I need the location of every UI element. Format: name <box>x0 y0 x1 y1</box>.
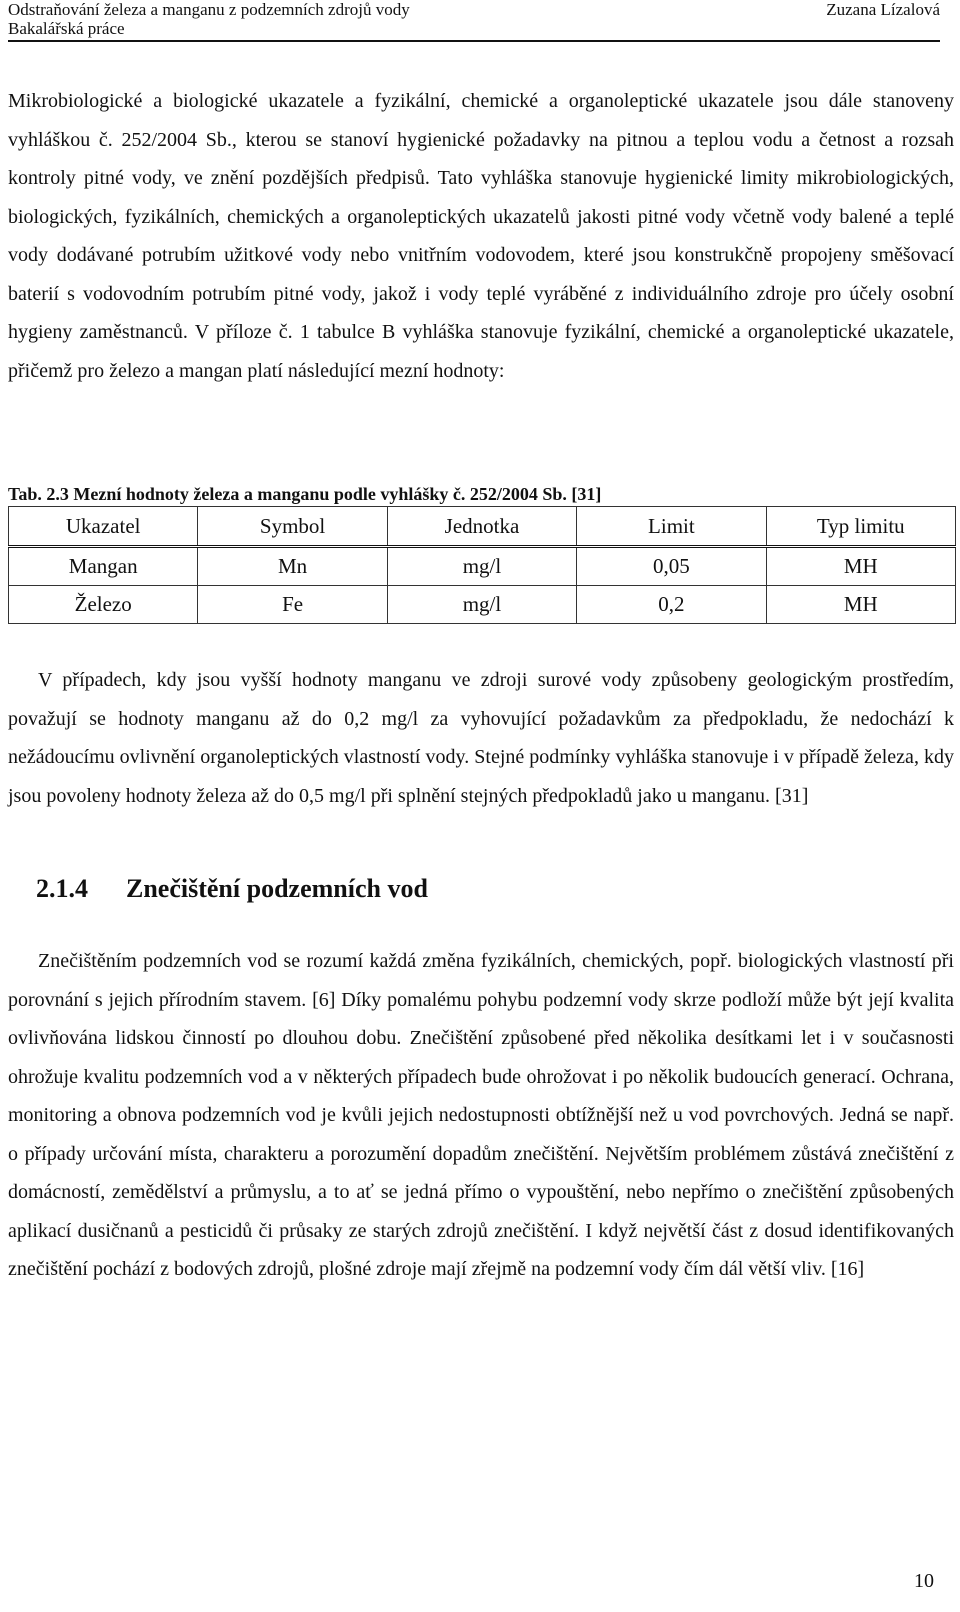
section-number: 2.1.4 <box>36 874 88 903</box>
paragraph-groundwater-pollution: Znečištěním podzemních vod se rozumí každá změna fyzikálních, chemických, popř. biologických vlastností při porovnání s jejich přírodním stavem. [6] Díky pomalému pohybu podzemní vody skrze podloží může být její kvalita ovlivňována lidskou činností po dlouhou dobu. Znečištění způsobené před několika desítkami let i v současnosti ohrožuje kvalitu podzemních vod a v některých případech bude ohrožovat i po několik budoucích generací. Ochrana, monitoring a obnova podzemních vod je kvůli jejich nedostupnosti obtížnější než u vod povrchových. Jedná se např. o případy určování místa, charakteru a porozumění dopadům znečištění. Největším problémem zůstává znečištění z domácností, zemědělství a průmyslu, a to ať se jedná přímo o vypouštění, nebo nepřímo o znečištění způsobených aplikací dusičnanů a pesticidů či průsaky ze starých zdrojů znečištění. I když největší část z dosud identifikovaných znečištění pochází z bodových zdrojů, plošné zdroje mají zřejmě na podzemní vody čím dál větší vliv. [16] <box>8 950 954 1280</box>
cell-indicator: Mangan <box>9 547 198 586</box>
page-number: 10 <box>914 1570 934 1592</box>
section-heading <box>36 874 428 904</box>
header-author: Zuzana Lízalová <box>826 0 940 19</box>
column-header-indicator: Ukazatel <box>9 507 198 547</box>
table-header-row <box>9 507 956 547</box>
header-rule <box>8 40 940 42</box>
limits-table <box>8 506 956 624</box>
header-document-title: Odstraňování železa a manganu z podzemních zdrojů vody <box>8 0 410 19</box>
paragraph-manganese-exception: V případech, kdy jsou vyšší hodnoty manganu ve zdroji surové vody způsobeny geologickým prostředím, považují se hodnoty manganu až do 0,2 mg/l za vyhovující požadavkům za předpokladu, že nedochází k nežádoucímu ovlivnění organoleptických vlastností vody. Stejné podmínky vyhláška stanovuje i v případě železa, kdy jsou povoleny hodnoty železa až do 0,5 mg/l při splnění stejných předpokladů jako u manganu. [31] <box>8 669 954 807</box>
cell-symbol: Fe <box>198 586 387 624</box>
column-header-symbol: Symbol <box>198 507 387 547</box>
page-header <box>8 0 940 40</box>
header-document-type: Bakalářská práce <box>8 19 125 38</box>
cell-limit-type: MH <box>766 547 955 586</box>
cell-unit: mg/l <box>387 586 576 624</box>
cell-unit: mg/l <box>387 547 576 586</box>
cell-limit: 0,2 <box>577 586 766 624</box>
paragraph-regulation: Mikrobiologické a biologické ukazatele a fyzikální, chemické a organoleptické ukazatele jsou dále stanoveny vyhláškou č. 252/2004 Sb., kterou se stanoví hygienické požadavky na pitnou a teplou vodu a četnost a rozsah kontroly pitné vody, ve znění pozdějších předpisů. Tato vyhláška stanovuje hygienické limity mikrobiologických, biologických, fyzikálních, chemických a organoleptických ukazatelů jakosti pitné vody včetně vody balené a teplé vody dodávané potrubím užitkové vody nebo vnitřním vodovodem, které jsou konstrukčně propojeny směšovací baterií s vodovodním potrubím pitné vody, jakož i vody teplé vyráběné z individuálního zdroje pro účely osobní hygieny zaměstnanců. V příloze č. 1 tabulce B vyhláška stanovuje fyzikální, chemické a organoleptické ukazatele, přičemž pro železo a mangan platí následující mezní hodnoty: <box>8 90 954 382</box>
column-header-limit: Limit <box>577 507 766 547</box>
section-title: Znečištění podzemních vod <box>126 874 428 903</box>
table-caption: Tab. 2.3 Mezní hodnoty železa a manganu podle vyhlášky č. 252/2004 Sb. [31] <box>8 484 602 504</box>
table-row <box>9 586 956 624</box>
column-header-limit-type: Typ limitu <box>766 507 955 547</box>
cell-symbol: Mn <box>198 547 387 586</box>
cell-indicator: Železo <box>9 586 198 624</box>
cell-limit: 0,05 <box>577 547 766 586</box>
table-row <box>9 547 956 586</box>
column-header-unit: Jednotka <box>387 507 576 547</box>
cell-limit-type: MH <box>766 586 955 624</box>
